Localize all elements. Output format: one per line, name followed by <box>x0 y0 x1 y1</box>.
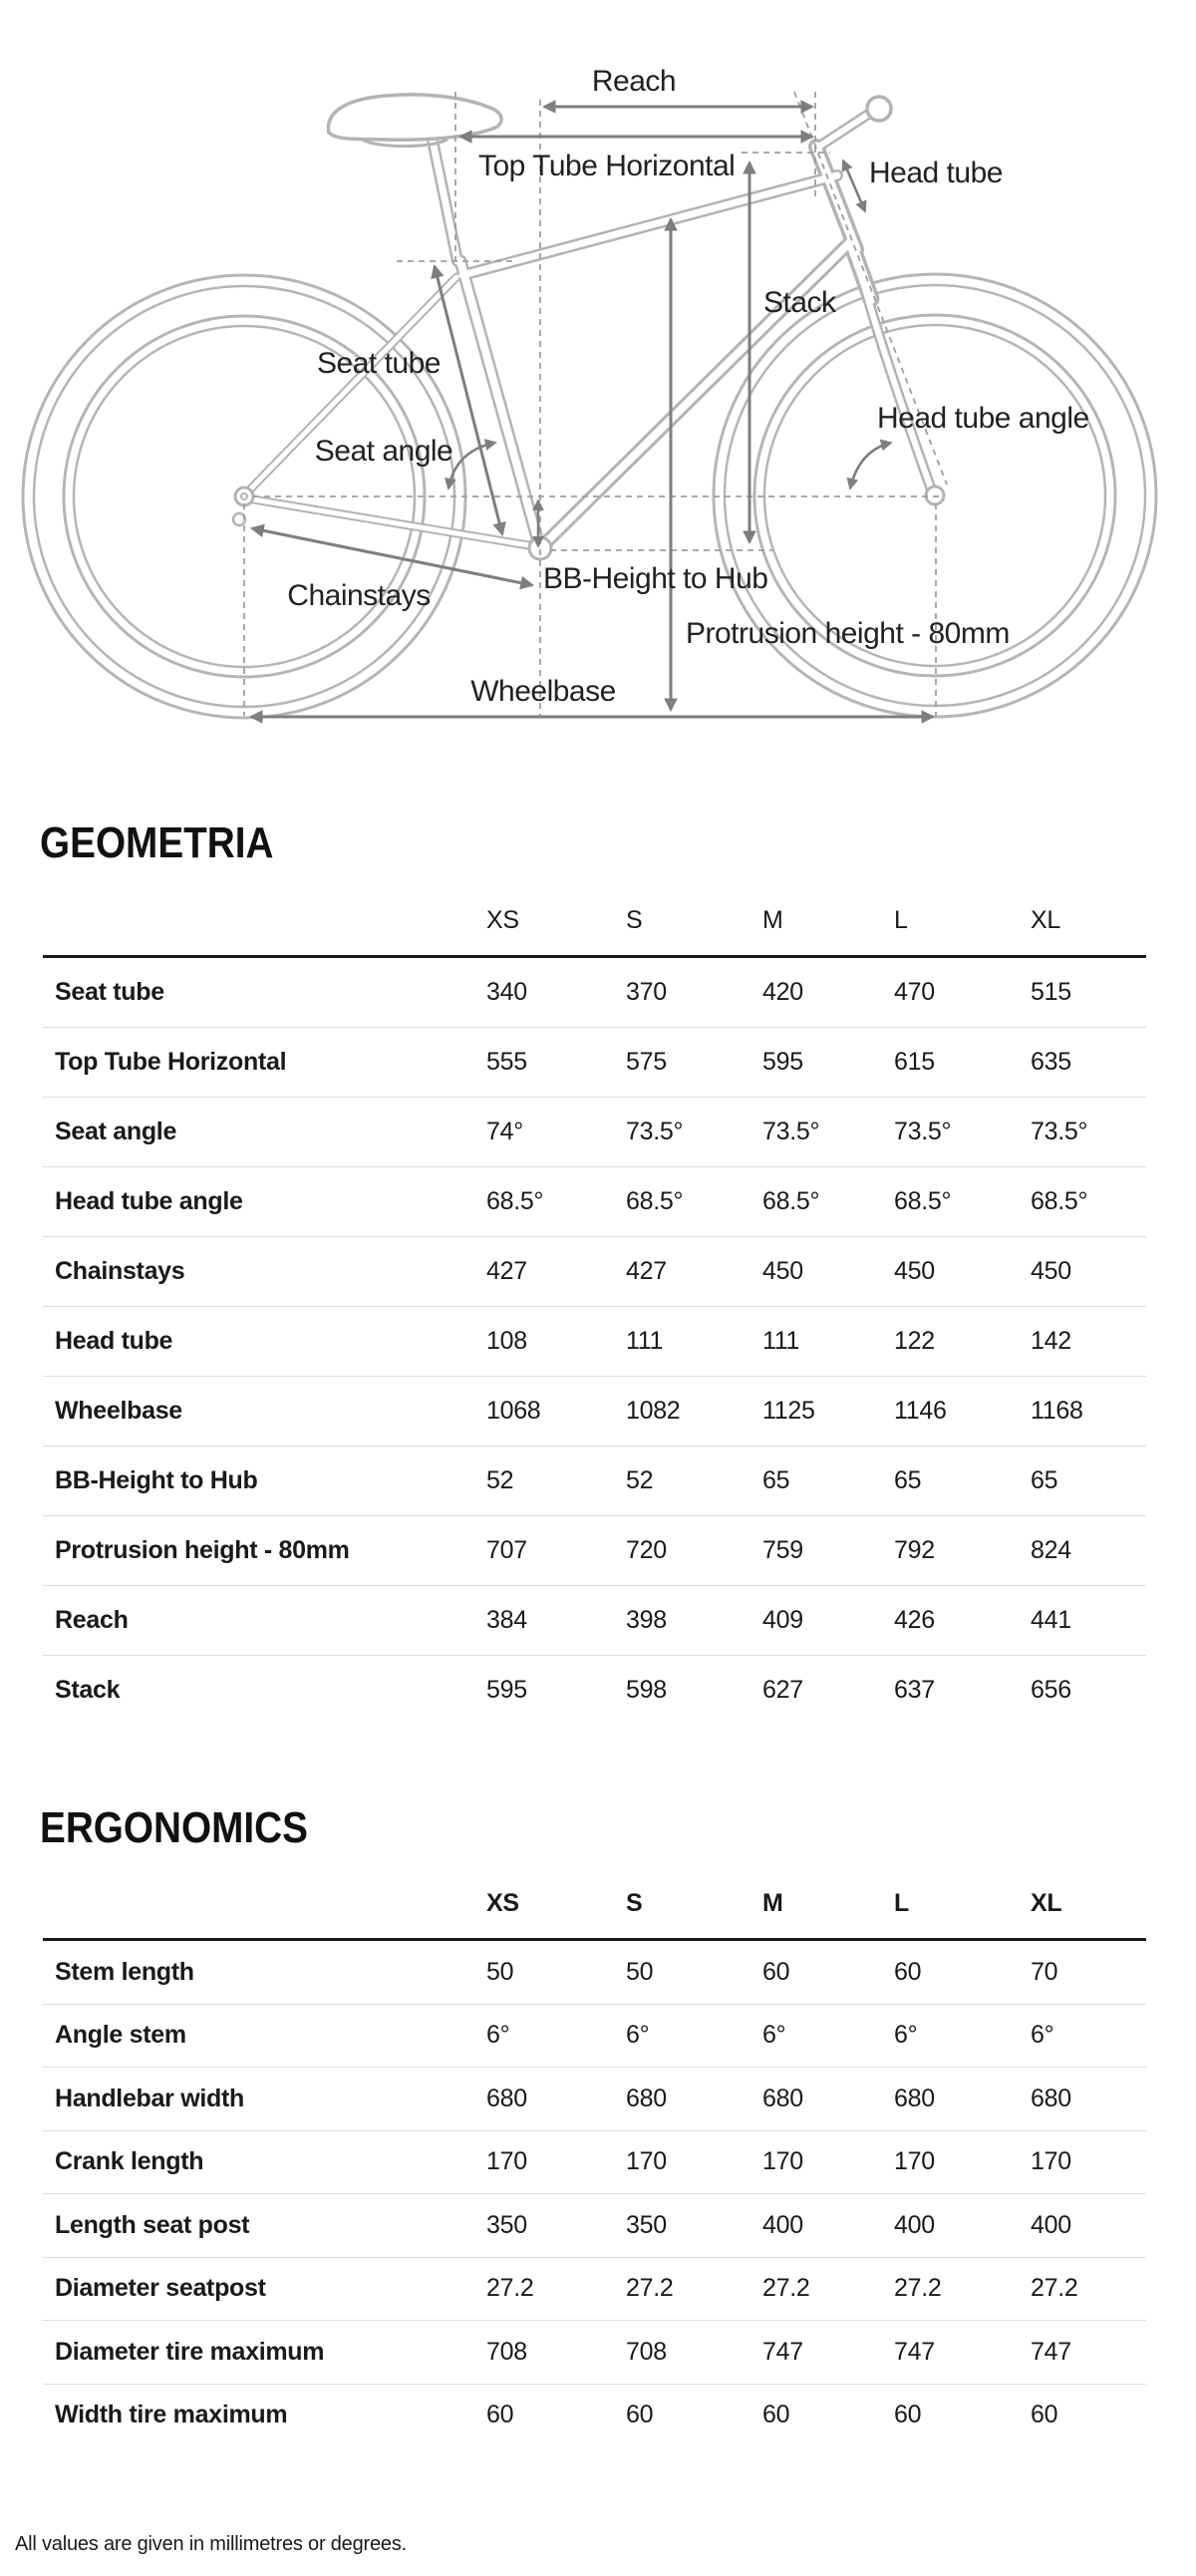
row-value: 450 <box>1031 1257 1071 1285</box>
row-value: 52 <box>486 1466 514 1494</box>
table-row <box>43 1307 1146 1377</box>
row-value: 420 <box>762 978 803 1006</box>
table-row <box>43 2194 1146 2258</box>
column-header-s: S <box>626 1888 643 1917</box>
row-value: 598 <box>626 1676 667 1704</box>
row-value: 27.2 <box>626 2274 674 2303</box>
row-label: Seat angle <box>55 1118 177 1145</box>
row-value: 170 <box>486 2147 527 2176</box>
row-value: 60 <box>894 1957 922 1986</box>
row-label: Diameter tire maximum <box>55 2337 325 2366</box>
row-label: Angle stem <box>55 2021 186 2050</box>
bike-line-drawing <box>0 0 1196 768</box>
row-value: 1125 <box>762 1397 815 1425</box>
ergonomics-table-header <box>43 1888 1146 1918</box>
table-row <box>43 2258 1146 2322</box>
row-value: 27.2 <box>894 2274 942 2303</box>
row-value: 708 <box>626 2337 667 2366</box>
diagram-label-head-tube: Head tube <box>869 157 1003 189</box>
row-value: 595 <box>762 1048 803 1076</box>
row-value: 555 <box>486 1048 527 1076</box>
row-value: 142 <box>1031 1327 1071 1355</box>
table-row <box>43 2068 1146 2131</box>
row-value: 350 <box>486 2210 527 2239</box>
row-label: Handlebar width <box>55 2084 244 2112</box>
row-value: 792 <box>894 1536 935 1564</box>
row-value: 6° <box>626 2021 650 2050</box>
table-row <box>43 1447 1146 1516</box>
row-value: 575 <box>626 1048 667 1076</box>
row-label: Wheelbase <box>55 1397 182 1425</box>
row-label: BB-Height to Hub <box>55 1466 258 1494</box>
row-value: 122 <box>894 1327 935 1355</box>
row-value: 108 <box>486 1327 527 1355</box>
row-value: 370 <box>626 978 667 1006</box>
row-value: 50 <box>626 1957 654 1986</box>
column-header-xl: XL <box>1031 905 1060 934</box>
table-row <box>43 2131 1146 2195</box>
row-value: 65 <box>762 1466 790 1494</box>
row-label: Width tire maximum <box>55 2401 288 2429</box>
row-value: 680 <box>486 2084 527 2112</box>
diagram-label-top-tube: Top Tube Horizontal <box>478 150 736 182</box>
row-value: 27.2 <box>486 2274 534 2303</box>
row-label: Crank length <box>55 2147 204 2176</box>
row-value: 747 <box>894 2337 935 2366</box>
row-value: 680 <box>762 2084 803 2112</box>
row-value: 60 <box>1031 2401 1058 2429</box>
row-value: 400 <box>762 2210 803 2239</box>
row-value: 409 <box>762 1606 803 1634</box>
column-header-l: L <box>894 1888 909 1917</box>
row-value: 73.5° <box>762 1118 820 1145</box>
row-label: Stem length <box>55 1957 194 1986</box>
row-value: 50 <box>486 1957 514 1986</box>
table-row <box>43 1098 1146 1167</box>
row-label: Chainstays <box>55 1257 185 1285</box>
row-value: 515 <box>1031 978 1071 1006</box>
row-label: Stack <box>55 1676 121 1704</box>
table-row <box>43 2321 1146 2385</box>
row-value: 70 <box>1031 1957 1058 1986</box>
diagram-label-bb-height: BB-Height to Hub <box>543 562 768 595</box>
diagram-label-protrusion: Protrusion height - 80mm <box>686 617 1010 650</box>
row-value: 615 <box>894 1048 935 1076</box>
row-value: 708 <box>486 2337 527 2366</box>
row-value: 60 <box>486 2401 514 2429</box>
column-header-xs: XS <box>486 1888 519 1917</box>
row-label: Top Tube Horizontal <box>55 1048 287 1076</box>
row-label: Head tube <box>55 1327 173 1355</box>
row-value: 68.5° <box>894 1187 952 1215</box>
ergonomics-section-title: ERGONOMICS <box>40 1802 308 1852</box>
row-value: 398 <box>626 1606 667 1634</box>
column-header-xs: XS <box>486 905 519 934</box>
row-value: 6° <box>1031 2021 1054 2050</box>
row-value: 707 <box>486 1536 527 1564</box>
row-value: 427 <box>626 1257 667 1285</box>
row-value: 747 <box>1031 2337 1071 2366</box>
row-value: 73.5° <box>894 1118 952 1145</box>
row-value: 68.5° <box>762 1187 820 1215</box>
row-label: Seat tube <box>55 978 164 1006</box>
diagram-label-seat-tube: Seat tube <box>317 347 441 380</box>
row-label: Length seat post <box>55 2210 250 2239</box>
row-value: 824 <box>1031 1536 1071 1564</box>
row-value: 384 <box>486 1606 527 1634</box>
row-value: 65 <box>1031 1466 1058 1494</box>
row-value: 60 <box>626 2401 654 2429</box>
row-value: 595 <box>486 1676 527 1704</box>
row-value: 60 <box>894 2401 922 2429</box>
row-value: 441 <box>1031 1606 1071 1634</box>
table-row <box>43 1656 1146 1725</box>
row-value: 400 <box>1031 2210 1071 2239</box>
row-value: 637 <box>894 1676 935 1704</box>
row-value: 400 <box>894 2210 935 2239</box>
row-value: 74° <box>486 1118 523 1145</box>
row-value: 627 <box>762 1676 803 1704</box>
row-value: 170 <box>1031 2147 1071 2176</box>
row-value: 170 <box>894 2147 935 2176</box>
row-value: 747 <box>762 2337 803 2366</box>
diagram-label-reach: Reach <box>591 65 677 98</box>
column-header-m: M <box>762 905 783 934</box>
row-value: 470 <box>894 978 935 1006</box>
table-row <box>43 1516 1146 1586</box>
row-value: 6° <box>486 2021 510 2050</box>
row-value: 720 <box>626 1536 667 1564</box>
table-row <box>43 1377 1146 1447</box>
diagram-label-wheelbase: Wheelbase <box>470 675 616 708</box>
row-value: 680 <box>626 2084 667 2112</box>
row-value: 1168 <box>1031 1397 1083 1425</box>
row-value: 170 <box>626 2147 667 2176</box>
column-header-s: S <box>626 905 643 934</box>
table-row <box>43 1237 1146 1307</box>
table-row <box>43 2005 1146 2069</box>
column-header-m: M <box>762 1888 783 1917</box>
row-value: 73.5° <box>1031 1118 1088 1145</box>
row-label: Reach <box>55 1606 129 1634</box>
row-value: 52 <box>626 1466 654 1494</box>
row-value: 111 <box>626 1327 664 1355</box>
row-value: 60 <box>762 1957 790 1986</box>
row-value: 426 <box>894 1606 935 1634</box>
row-value: 1146 <box>894 1397 947 1425</box>
row-value: 27.2 <box>1031 2274 1078 2303</box>
row-value: 450 <box>894 1257 935 1285</box>
row-value: 1082 <box>626 1397 681 1425</box>
column-header-l: L <box>894 905 908 934</box>
table-row <box>43 958 1146 1028</box>
row-value: 73.5° <box>626 1118 684 1145</box>
row-value: 68.5° <box>1031 1187 1088 1215</box>
row-value: 111 <box>762 1327 800 1355</box>
diagram-label-head-tube-angle: Head tube angle <box>877 402 1089 435</box>
geometry-section-title: GEOMETRIA <box>40 817 274 867</box>
row-label: Diameter seatpost <box>55 2274 266 2303</box>
table-row <box>43 1586 1146 1656</box>
table-row <box>43 1167 1146 1237</box>
row-value: 6° <box>894 2021 918 2050</box>
row-value: 65 <box>894 1466 922 1494</box>
row-value: 68.5° <box>486 1187 544 1215</box>
table-row <box>43 1028 1146 1098</box>
row-value: 680 <box>894 2084 935 2112</box>
bike-geometry-diagram <box>0 0 1196 768</box>
row-value: 680 <box>1031 2084 1071 2112</box>
diagram-label-seat-angle: Seat angle <box>314 435 453 468</box>
row-value: 635 <box>1031 1048 1071 1076</box>
row-value: 60 <box>762 2401 790 2429</box>
table-row <box>43 1941 1146 2005</box>
row-value: 350 <box>626 2210 667 2239</box>
geometry-table-header <box>43 905 1146 935</box>
table-row <box>43 2385 1146 2447</box>
row-value: 68.5° <box>626 1187 684 1215</box>
column-header-xl: XL <box>1031 1888 1062 1917</box>
row-label: Protrusion height - 80mm <box>55 1536 350 1564</box>
row-value: 27.2 <box>762 2274 810 2303</box>
row-value: 759 <box>762 1536 803 1564</box>
row-value: 340 <box>486 978 527 1006</box>
diagram-label-chainstays: Chainstays <box>287 579 431 612</box>
row-value: 427 <box>486 1257 527 1285</box>
row-value: 656 <box>1031 1676 1071 1704</box>
ergonomics-table-rows <box>43 1941 1146 2446</box>
row-value: 1068 <box>486 1397 541 1425</box>
row-value: 6° <box>762 2021 786 2050</box>
row-label: Head tube angle <box>55 1187 243 1215</box>
row-value: 170 <box>762 2147 803 2176</box>
units-footnote: All values are given in millimetres or degrees. <box>15 2533 407 2555</box>
geometry-table-rows <box>43 958 1146 1725</box>
diagram-label-stack: Stack <box>763 286 836 319</box>
row-value: 450 <box>762 1257 803 1285</box>
